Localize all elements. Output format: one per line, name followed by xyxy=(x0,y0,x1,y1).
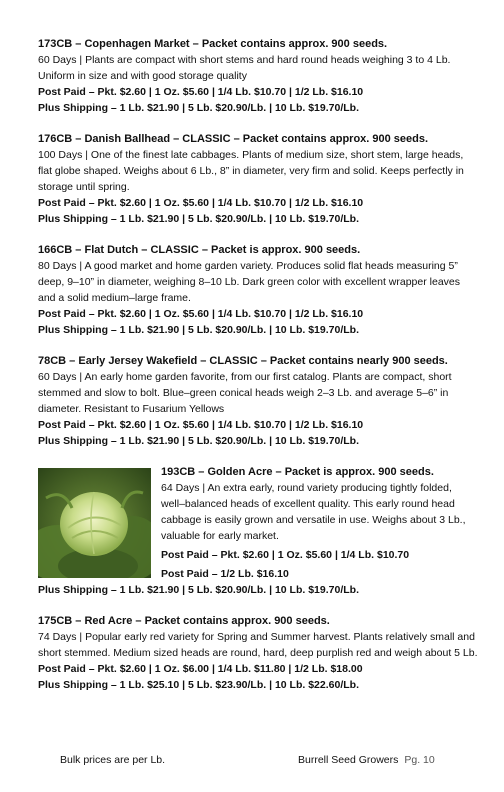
product-entry-166cb xyxy=(38,242,478,338)
post-paid-prices-2: Post Paid – 1/2 Lb. $16.10 xyxy=(161,568,289,580)
post-paid-prices: Post Paid – Pkt. $2.60 | 1 Oz. $6.00 | 1/4 Lb. $11.80 | 1/2 Lb. $18.00 xyxy=(38,663,363,675)
post-paid-prices: Post Paid – Pkt. $2.60 | 1 Oz. $5.60 | 1/4 Lb. $10.70 | 1/2 Lb. $16.10 xyxy=(38,197,364,209)
plus-shipping-prices: Plus Shipping – 1 Lb. $21.90 | 5 Lb. $20.90/Lb. | 10 Lb. $19.70/Lb. xyxy=(38,435,359,447)
product-description: 80 Days | A good market and home garden variety. Produces solid flat heads measuring 5” deep, 9–10” in diameter, weighing 8–10 Lb. Dark green color with excellent wrapper leaves and a solid medium–large frame. xyxy=(38,260,460,304)
plus-shipping-prices: Plus Shipping – 1 Lb. $21.90 | 5 Lb. $20.90/Lb. | 10 Lb. $19.70/Lb. xyxy=(38,213,359,225)
post-paid-prices: Post Paid – Pkt. $2.60 | 1 Oz. $5.60 | 1/4 Lb. $10.70 | 1/2 Lb. $16.10 xyxy=(38,86,364,98)
product-entry-193cb xyxy=(38,464,478,598)
product-title: 173CB – Copenhagen Market – Packet contains approx. 900 seeds. xyxy=(38,38,388,50)
post-paid-prices: Post Paid – Pkt. $2.60 | 1 Oz. $5.60 | 1/4 Lb. $10.70 | 1/2 Lb. $16.10 xyxy=(38,308,364,320)
product-description: 60 Days | An early home garden favorite, from our first catalog. Plants are compact, short stemmed and slow to bolt. Blue–green conical heads weigh 2–3 Lb. and average 5–6” in diameter. Resistant to Fusarium Yellows xyxy=(38,371,452,415)
company-name: Burrell Seed Growers xyxy=(298,754,399,766)
plus-shipping-prices: Plus Shipping – 1 Lb. $25.10 | 5 Lb. $23.90/Lb. | 10 Lb. $22.60/Lb. xyxy=(38,679,359,691)
footer-company-page xyxy=(298,753,435,767)
cabbage-photo xyxy=(38,468,151,578)
product-title: 78CB – Early Jersey Wakefield – CLASSIC – Packet contains nearly 900 seeds. xyxy=(38,355,448,367)
page-number: Pg. 10 xyxy=(404,754,435,766)
product-entry-78cb xyxy=(38,353,478,449)
product-title: 176CB – Danish Ballhead – CLASSIC – Packet contains approx. 900 seeds. xyxy=(38,133,429,145)
product-entry-175cb xyxy=(38,613,478,693)
product-title: 193CB – Golden Acre – Packet is approx. 900 seeds. xyxy=(161,466,434,478)
product-title: 166CB – Flat Dutch – CLASSIC – Packet is approx. 900 seeds. xyxy=(38,244,361,256)
product-entry-176cb xyxy=(38,131,478,227)
product-description: 100 Days | One of the finest late cabbages. Plants of medium size, short stem, large heads, flat globe shaped. Weighs about 6 Lb., 8” in diameter, very firm and solid. Keeps perfectly in storage until spring. xyxy=(38,149,464,193)
plus-shipping-prices: Plus Shipping – 1 Lb. $21.90 | 5 Lb. $20.90/Lb. | 10 Lb. $19.70/Lb. xyxy=(38,102,359,114)
plus-shipping-prices: Plus Shipping – 1 Lb. $21.90 | 5 Lb. $20.90/Lb. | 10 Lb. $19.70/Lb. xyxy=(38,584,359,596)
bulk-price-note: Bulk prices are per Lb. xyxy=(60,754,166,766)
catalog-page xyxy=(38,36,478,708)
product-title: 175CB – Red Acre – Packet contains approx. 900 seeds. xyxy=(38,615,330,627)
post-paid-prices: Post Paid – Pkt. $2.60 | 1 Oz. $5.60 | 1/4 Lb. $10.70 xyxy=(161,549,410,561)
plus-shipping-prices: Plus Shipping – 1 Lb. $21.90 | 5 Lb. $20.90/Lb. | 10 Lb. $19.70/Lb. xyxy=(38,324,359,336)
product-description: 64 Days | An extra early, round variety producing tightly folded, well–balanced heads of excellent quality. This early round head cabbage is easily grown and versatile in use. Weighs about 3 Lb., valuable for early market. xyxy=(161,482,466,542)
product-description: 60 Days | Plants are compact with short stems and hard round heads weighing 3 to 4 Lb. Uniform in size and with good storage quality xyxy=(38,54,451,82)
product-description: 74 Days | Popular early red variety for Spring and Summer harvest. Plants relatively small and short stemmed. Medium sized heads are round, hard, deep purplish red and weigh about 5 Lb. xyxy=(38,631,478,659)
product-entry-173cb xyxy=(38,36,478,116)
post-paid-prices: Post Paid – Pkt. $2.60 | 1 Oz. $5.60 | 1/4 Lb. $10.70 | 1/2 Lb. $16.10 xyxy=(38,419,364,431)
